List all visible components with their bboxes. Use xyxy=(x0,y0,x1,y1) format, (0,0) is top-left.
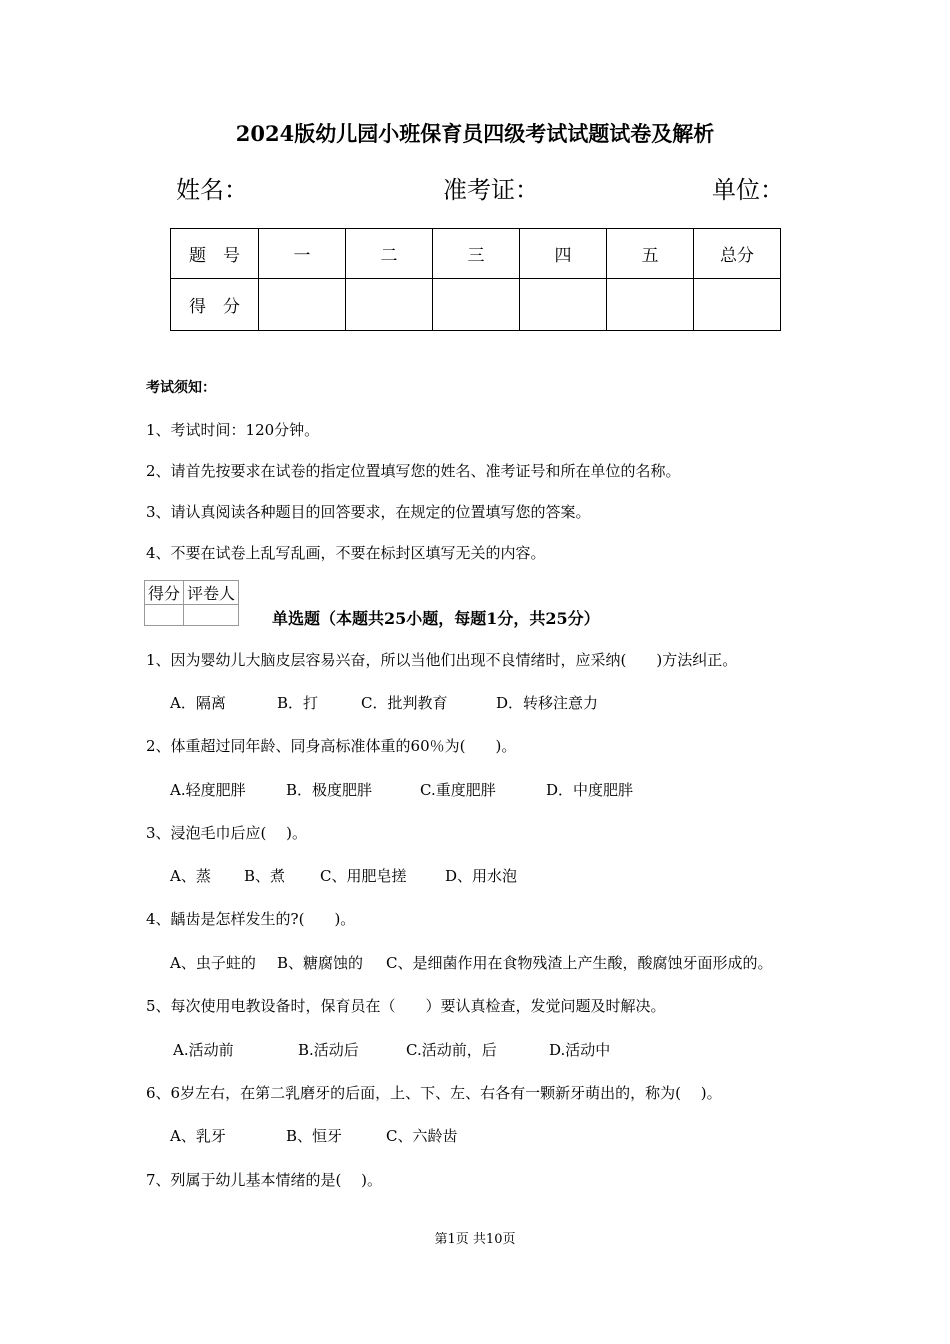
question-option: B.活动后 xyxy=(298,1041,359,1059)
score-table xyxy=(170,228,781,331)
grader-score-cell[interactable] xyxy=(145,605,184,626)
header-cell: 五 xyxy=(607,229,694,279)
header-cell: 一 xyxy=(259,229,346,279)
header-cell: 总分 xyxy=(694,229,781,279)
page-title: 2024版幼儿园小班保育员四级考试试题试卷及解析 xyxy=(235,121,715,146)
score-cell[interactable] xyxy=(520,279,607,331)
notice-item: 1、考试时间：120分钟。 xyxy=(146,421,320,439)
score-cell[interactable] xyxy=(259,279,346,331)
question-stem: 5、每次使用电教设备时，保育员在（ ）要认真检查，发觉问题及时解决。 xyxy=(146,997,666,1015)
question-option: A．隔离 xyxy=(170,694,226,712)
exam-id-field-label: 准考证： xyxy=(443,176,539,204)
question-option: D、用水泡 xyxy=(445,867,518,885)
grader-table xyxy=(144,580,239,626)
question-option: B．打 xyxy=(277,694,319,712)
score-cell[interactable] xyxy=(607,279,694,331)
question-option: C.活动前，后 xyxy=(406,1041,497,1059)
question-option: C．批判教育 xyxy=(361,694,448,712)
score-table-score-row xyxy=(171,279,781,331)
question-stem: 2、体重超过同年龄、同身高标准体重的60％为( )。 xyxy=(146,737,517,755)
question-stem: 4、龋齿是怎样发生的?( )。 xyxy=(146,910,356,928)
page-footer: 第1页 共10页 xyxy=(434,1232,516,1247)
header-cell: 题 号 xyxy=(171,229,259,279)
question-option: A、虫子蛀的 xyxy=(170,954,256,972)
question-option: B、煮 xyxy=(244,867,286,885)
question-option: C.重度肥胖 xyxy=(420,781,496,799)
question-option: A、乳牙 xyxy=(170,1127,226,1145)
question-stem: 7、列属于幼儿基本情绪的是( )。 xyxy=(146,1171,383,1189)
question-option: D．中度肥胖 xyxy=(546,781,634,799)
question-option: C、六龄齿 xyxy=(386,1127,458,1145)
question-stem: 6、6岁左右，在第二乳磨牙的后面，上、下、左、右各有一颗新牙萌出的，称为( )。 xyxy=(146,1084,722,1102)
notice-heading: 考试须知： xyxy=(146,380,216,396)
question-option: B、糖腐蚀的 xyxy=(277,954,364,972)
question-option: A.活动前 xyxy=(173,1041,234,1059)
question-option: C、用肥皂搓 xyxy=(320,867,407,885)
question-option: D.活动中 xyxy=(549,1041,611,1059)
score-table-header-row xyxy=(171,229,781,279)
question-option: D．转移注意力 xyxy=(496,694,599,712)
question-option: C、是细菌作用在食物残渣上产生酸，酸腐蚀牙面形成的。 xyxy=(386,954,773,972)
section-title: 单选题（本题共25小题，每题1分，共25分） xyxy=(272,609,600,628)
grader-score-label: 得分 xyxy=(145,581,184,605)
name-field-label: 姓名： xyxy=(176,176,248,204)
question-stem: 3、浸泡毛巾后应( )。 xyxy=(146,824,308,842)
grader-reviewer-cell[interactable] xyxy=(184,605,239,626)
notice-item: 2、请首先按要求在试卷的指定位置填写您的姓名、准考证号和所在单位的名称。 xyxy=(146,462,681,480)
question-option: B．极度肥胖 xyxy=(286,781,373,799)
score-label-cell: 得 分 xyxy=(171,279,259,331)
notice-item: 4、不要在试卷上乱写乱画，不要在标封区填写无关的内容。 xyxy=(146,544,546,562)
question-stem: 1、因为婴幼儿大脑皮层容易兴奋，所以当他们出现不良情绪时，应采纳( )方法纠正。 xyxy=(146,651,738,669)
score-cell[interactable] xyxy=(346,279,433,331)
question-option: B、恒牙 xyxy=(286,1127,343,1145)
notice-item: 3、请认真阅读各种题目的回答要求，在规定的位置填写您的答案。 xyxy=(146,503,591,521)
unit-field-label: 单位： xyxy=(712,176,784,204)
header-cell: 二 xyxy=(346,229,433,279)
score-cell[interactable] xyxy=(694,279,781,331)
header-cell: 三 xyxy=(433,229,520,279)
score-cell[interactable] xyxy=(433,279,520,331)
question-option: A、蒸 xyxy=(170,867,211,885)
header-cell: 四 xyxy=(520,229,607,279)
question-option: A.轻度肥胖 xyxy=(170,781,246,799)
grader-reviewer-label: 评卷人 xyxy=(184,581,239,605)
